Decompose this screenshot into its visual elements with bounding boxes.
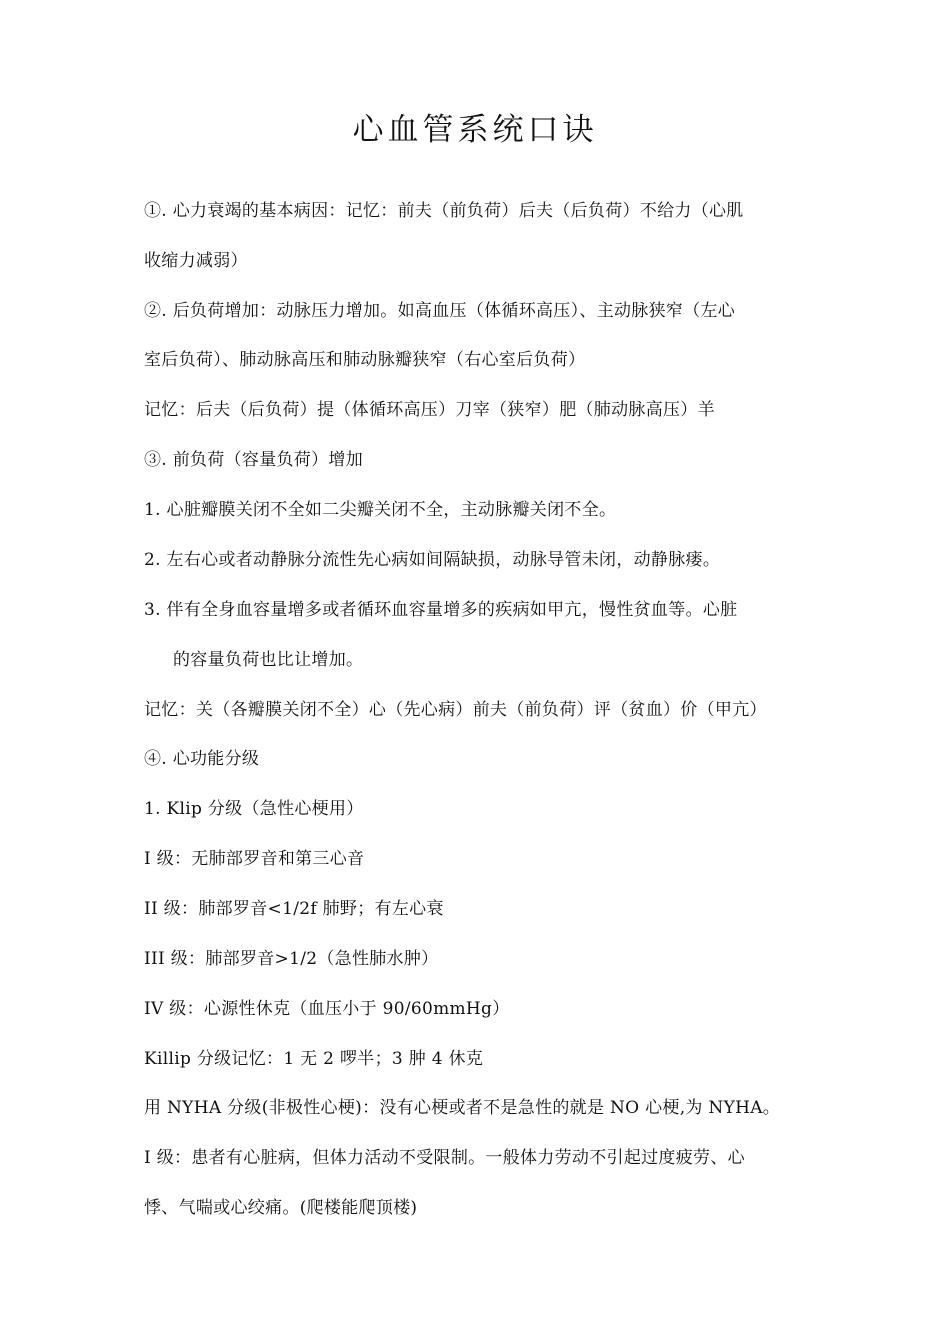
document-title: 心血管系统口诀 — [352, 112, 598, 148]
paragraph-line: Killip 分级记忆：1 无 2 啰半；3 肿 4 休克 — [144, 1049, 484, 1069]
section-heading: ④. 心功能分级 — [144, 749, 260, 769]
paragraph-line: 用 NYHA 分级(非极性心梗)：没有心梗或者不是急性的就是 NO 心梗,为 NYHA。 — [144, 1098, 781, 1118]
paragraph-line: 室后负荷）、肺动脉高压和肺动脉瓣狭窄（右心室后负荷） — [144, 350, 586, 370]
paragraph-line: IV 级：心源性休克（血压小于 90/60mmHg） — [144, 999, 510, 1019]
paragraph-line: II 级：肺部罗音<1/2f 肺野；有左心衰 — [144, 899, 444, 919]
paragraph-line: III 级：肺部罗音>1/2（急性肺水肿） — [144, 949, 439, 969]
paragraph-line: I 级：患者有心脏病，但体力活动不受限制。一般体力劳动不引起过度疲劳、心 — [144, 1148, 745, 1168]
paragraph-line: I 级：无肺部罗音和第三心音 — [144, 849, 365, 869]
section-heading: ③. 前负荷（容量负荷）增加 — [144, 450, 364, 470]
list-item: 1. 心脏瓣膜关闭不全如二尖瓣关闭不全，主动脉瓣关闭不全。 — [144, 500, 617, 520]
list-item: 1. Klip 分级（急性心梗用） — [144, 799, 364, 819]
paragraph-line: 悸、气喘或心绞痛。(爬楼能爬顶楼) — [144, 1198, 418, 1218]
paragraph-line: ②. 后负荷增加：动脉压力增加。如高血压（体循环高压）、主动脉狭窄（左心 — [144, 301, 736, 321]
list-item: 2. 左右心或者动静脉分流性先心病如间隔缺损，动脉导管未闭，动静脉瘘。 — [144, 550, 721, 570]
list-item: 3. 伴有全身血容量增多或者循环血容量增多的疾病如甲亢，慢性贫血等。心脏 — [144, 600, 738, 620]
paragraph-line: 收缩力减弱） — [144, 251, 248, 271]
list-item-continuation: 的容量负荷也比让增加。 — [173, 650, 364, 670]
paragraph-line: 记忆：关（各瓣膜关闭不全）心（先心病）前夫（前负荷）评（贫血）价（甲亢） — [144, 700, 767, 720]
paragraph-line: 记忆：后夫（后负荷）提（体循环高压）刀宰（狭窄）肥（肺动脉高压）羊 — [144, 400, 715, 420]
paragraph-line: ①. 心力衰竭的基本病因：记忆：前夫（前负荷）后夫（后负荷）不给力（心肌 — [144, 201, 744, 221]
